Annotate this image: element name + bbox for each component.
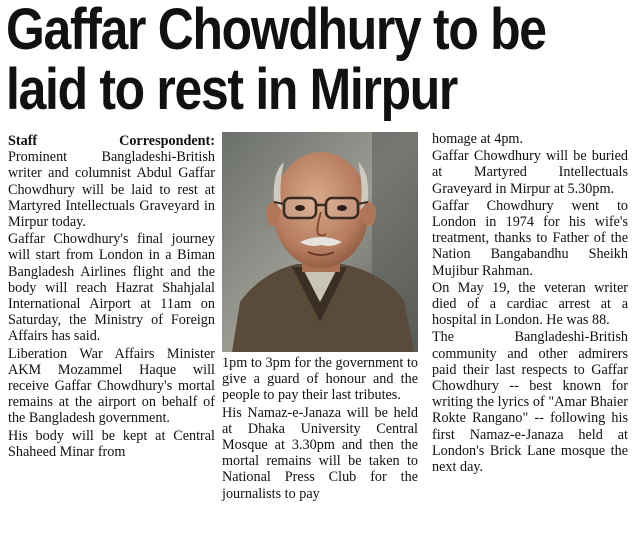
portrait-illustration: [222, 132, 418, 352]
headline-line-2: laid to rest in Mirpur: [6, 57, 458, 122]
paragraph: Prominent Bangladeshi-British writer and columnist Abdul Gaffar Chowdhury will be laid to rest at Martyred Intellectuals Graveyard in Mirpur today.: [8, 149, 215, 231]
paragraph: His Namaz-e-Janaza will be held at Dhaka University Central Mosque at 3.30pm and then the mortal remains will be taken to National Press Club for the journalists to pay: [222, 404, 418, 502]
paragraph: The Bangladeshi-British community and other admirers paid their last respects to Gaffar Chowdhury -- best known for writing the lyrics of "Amar Bhaier Rokte Rangano" -- following his first Namaz-e-Janaza held at London's Brick Lane mosque the next day.: [432, 329, 628, 476]
paragraph: homage at 4pm.: [432, 131, 524, 147]
paragraph: His body will be kept at Central Shaheed Minar from: [8, 427, 215, 460]
paragraph: Gaffar Chowdhury went to London in 1974 for his wife's treatment, thanks to Father of the Nation Bangabandhu Sheikh Mujibur Rahman.: [432, 197, 628, 279]
paragraph: Gaffar Chowdhury will be buried at Martyred Intellectuals Graveyard in Mirpur at 5.30pm.: [432, 148, 628, 197]
paragraph: On May 19, the veteran writer died of a cardiac arrest at a hospital in London. He was 88.: [432, 279, 628, 329]
paragraph: Liberation War Affairs Minister AKM Mozammel Haque will receive Gaffar Chowdhury's mortal remains at the airport on behalf of the Bangladesh government.: [8, 345, 215, 427]
paragraph: 1pm to 3pm for the government to give a guard of honour and the people to pay their last tributes.: [222, 355, 418, 404]
article-column-1: [8, 133, 215, 461]
paragraph: Gaffar Chowdhury's final journey will start from London in a Biman Bangladesh Airlines flight and the body will reach Hazrat Shahjalal International Airport at 11am on Saturday, the Ministry of Foreign Affairs has said.: [8, 231, 215, 345]
headline: [6, 0, 546, 122]
headline-line-1: Gaffar Chowdhury to be: [6, 0, 546, 62]
article-column-3: [432, 131, 628, 476]
article-column-2: [222, 355, 418, 503]
byline: Staff Correspondent:: [8, 133, 215, 149]
portrait-photo: [222, 132, 418, 352]
